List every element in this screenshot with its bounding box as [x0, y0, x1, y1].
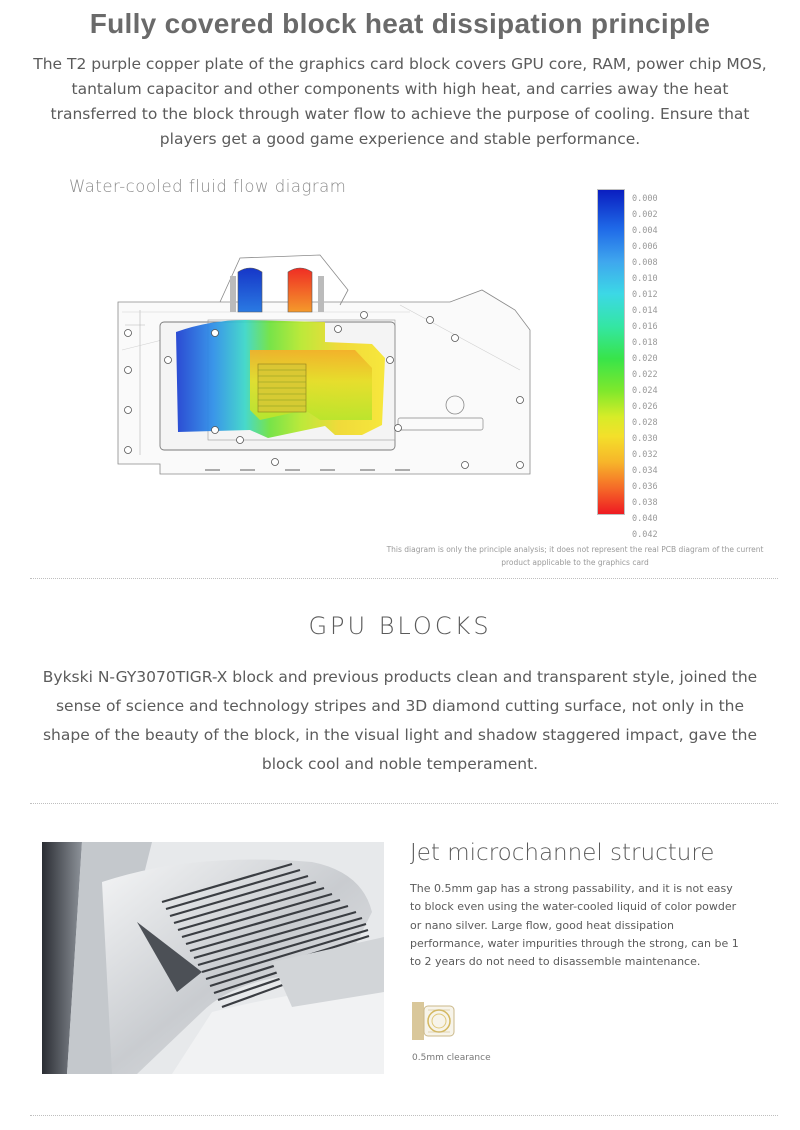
color-scale-label: 0.004 [632, 226, 658, 236]
outlet-hot [288, 268, 312, 312]
inlet-cold [238, 268, 262, 312]
color-scale-label: 0.006 [632, 242, 658, 252]
clearance-caption: 0.5mm clearance [412, 1053, 491, 1063]
color-scale-label: 0.022 [632, 370, 658, 380]
diagram-title: Water-cooled fluid flow diagram [69, 177, 347, 196]
color-scale-label: 0.002 [632, 210, 658, 220]
color-scale-label: 0.012 [632, 290, 658, 300]
section-title-jet-microchannel: Jet microchannel structure [410, 840, 715, 866]
color-scale-label: 0.020 [632, 354, 658, 364]
color-scale-label: 0.018 [632, 338, 658, 348]
clearance-thumbnail [410, 1000, 458, 1042]
fluid-flow-diagram [110, 250, 535, 482]
color-scale-label: 0.028 [632, 418, 658, 428]
color-scale-label: 0.032 [632, 450, 658, 460]
color-scale-label: 0.000 [632, 194, 658, 204]
section-description-heat-dissipation: The T2 purple copper plate of the graphics card block covers GPU core, RAM, power chip MOS, tantalum capacitor and other components with high heat, and carries away the heat transferred to the block through water flow to achieve the purpose of cooling. Ensure that players get a good game experience and stable performance. [33, 55, 767, 148]
color-scale-label: 0.030 [632, 434, 658, 444]
color-scale-label: 0.040 [632, 514, 658, 524]
color-scale-label: 0.014 [632, 306, 658, 316]
color-scale-label: 0.036 [632, 482, 658, 492]
color-scale-labels [632, 193, 658, 545]
color-scale-label: 0.024 [632, 386, 658, 396]
section-title-gpu-blocks: GPU BLOCKS [308, 612, 492, 640]
color-scale-bar [597, 189, 625, 515]
color-scale-label: 0.008 [632, 258, 658, 268]
microchannel-grid [258, 364, 306, 412]
color-scale-label: 0.010 [632, 274, 658, 284]
divider-1 [30, 578, 778, 579]
section-description-jet-microchannel: The 0.5mm gap has a strong passability, and it is not easy to block even using the water-cooled liquid of color powder or nano silver. Large flow, good heat dissipation performance, water impurities through the strong, can be 1 to 2 years do not need to disassemble maintenance. [410, 882, 739, 969]
microchannel-photo [42, 842, 384, 1074]
section-description-gpu-blocks: Bykski N-GY3070TIGR-X block and previous products clean and transparent style, joined the sense of science and technology stripes and 3D diamond cutting surface, not only in the shape of the beauty of the block, in the visual light and shadow staggered impact, gave the block cool and noble temperament. [42, 668, 758, 773]
color-scale-label: 0.026 [632, 402, 658, 412]
divider-2 [30, 803, 778, 804]
color-scale-label: 0.042 [632, 530, 658, 540]
diagram-disclaimer: This diagram is only the principle analysis; it does not represent the real PCB diagram of the current product applicable to the graphics card [386, 545, 764, 567]
color-scale-label: 0.034 [632, 466, 658, 476]
color-scale-label: 0.016 [632, 322, 658, 332]
color-scale-label: 0.038 [632, 498, 658, 508]
divider-3 [30, 1115, 778, 1116]
section-title-heat-dissipation: Fully covered block heat dissipation principle [89, 8, 711, 39]
